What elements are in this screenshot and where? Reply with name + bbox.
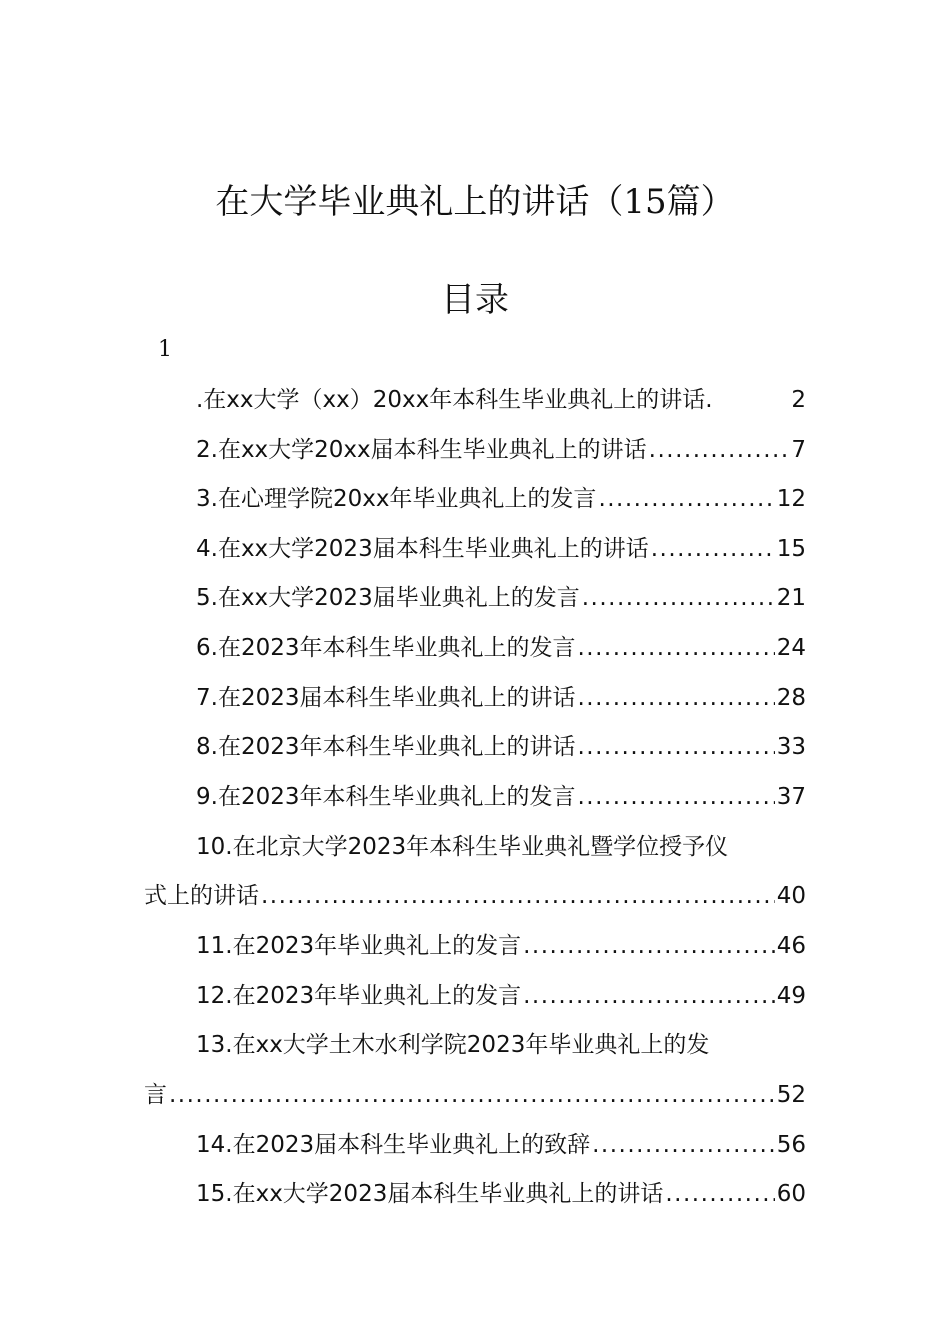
toc-heading: 目录: [441, 280, 509, 320]
toc-entry-6[interactable]: [196, 632, 806, 664]
title-text: 在大学毕业典礼上的讲话（: [215, 182, 624, 222]
toc-leader-dots: [665, 1178, 774, 1210]
toc-entry-4[interactable]: [196, 533, 806, 565]
toc-entry-page: 24: [776, 635, 806, 661]
toc-entry-page: 52: [776, 1082, 806, 1108]
toc-entry-3[interactable]: [196, 483, 806, 515]
toc-entry-13[interactable]: [196, 1029, 806, 1061]
toc-leader-dots: [261, 880, 775, 912]
toc-entry-page: 37: [776, 784, 806, 810]
toc-entry-page: 46: [776, 933, 806, 959]
toc-entry-title: 13.在xx大学土木水利学院2023年毕业典礼上的发: [196, 1032, 710, 1058]
toc-entry-title: 3.在心理学院20xx年毕业典礼上的发言: [196, 486, 597, 512]
toc-entry-page: 21: [776, 585, 806, 611]
toc-entry-page: 12: [776, 486, 806, 512]
toc-entry-title: 2.在xx大学20xx届本科生毕业典礼上的讲话: [196, 437, 647, 463]
toc-entry-13-continued[interactable]: [144, 1079, 806, 1111]
toc-leader-dots: [649, 434, 790, 466]
toc-entry-title: .在xx大学（xx）20xx年本科生毕业典礼上的讲话.: [196, 387, 713, 413]
toc-entry-page: 56: [776, 1132, 806, 1158]
toc-leader-dots: [598, 483, 774, 515]
toc-leader-dots: [523, 980, 775, 1012]
toc-entry-page: 60: [776, 1181, 806, 1207]
toc-entry-title: 14.在2023届本科生毕业典礼上的致辞: [196, 1132, 591, 1158]
toc-entry-page: 40: [776, 883, 806, 909]
toc-entry-1[interactable]: [196, 384, 806, 416]
toc-entry-7[interactable]: [196, 682, 806, 714]
toc-entry-page: 7: [791, 437, 806, 463]
toc-entry-title: 4.在xx大学2023届本科生毕业典礼上的讲话: [196, 536, 649, 562]
toc-leader-dots: [592, 1129, 775, 1161]
toc-entry-page: 28: [776, 685, 806, 711]
toc-entry-title: 7.在2023届本科生毕业典礼上的讲话: [196, 685, 576, 711]
title-number: 15: [623, 182, 667, 222]
toc-leader-dots: [582, 582, 775, 614]
toc-entry-10-continued[interactable]: [144, 880, 806, 912]
toc-entry-page: 49: [776, 983, 806, 1009]
toc-entry-title: 8.在2023年本科生毕业典礼上的讲话: [196, 734, 576, 760]
toc-entry-10[interactable]: [196, 831, 806, 863]
toc-entry-page: 2: [791, 387, 806, 413]
toc-entry-8[interactable]: [196, 731, 806, 763]
toc-entry-5[interactable]: [196, 582, 806, 614]
toc-entry-title: 6.在2023年本科生毕业典礼上的发言: [196, 635, 576, 661]
toc-entry-page: 33: [776, 734, 806, 760]
toc-entry-title: 15.在xx大学2023届本科生毕业典礼上的讲话: [196, 1181, 664, 1207]
toc-entry-title: 9.在2023年本科生毕业典礼上的发言: [196, 784, 576, 810]
toc-entry-12[interactable]: [196, 980, 806, 1012]
stray-number: 1: [158, 337, 172, 362]
toc-leader-dots: [651, 533, 775, 565]
toc-entry-2[interactable]: [196, 434, 806, 466]
toc-leader-dots: [169, 1079, 775, 1111]
toc-entry-9[interactable]: [196, 781, 806, 813]
toc-entry-title: 12.在2023年毕业典礼上的发言: [196, 983, 522, 1009]
toc-leader-dots: [577, 731, 774, 763]
toc-entry-11[interactable]: [196, 930, 806, 962]
title-tail: 篇）: [666, 182, 735, 222]
toc-leader-dots: [577, 781, 774, 813]
toc-leader-dots: [577, 632, 774, 664]
toc-entry-title-continued: 式上的讲话: [144, 883, 259, 909]
toc-entry-title: 5.在xx大学2023届毕业典礼上的发言: [196, 585, 580, 611]
toc-entry-page: 15: [776, 536, 806, 562]
toc-leader-dots: [577, 682, 774, 714]
toc-leader-dots: [523, 930, 775, 962]
toc-entry-title: 10.在北京大学2023年本科生毕业典礼暨学位授予仪: [196, 834, 729, 860]
toc-entry-14[interactable]: [196, 1129, 806, 1161]
toc-entry-title-continued: 言: [144, 1082, 167, 1108]
toc-entry-15[interactable]: [196, 1178, 806, 1210]
toc-entry-title: 11.在2023年毕业典礼上的发言: [196, 933, 522, 959]
